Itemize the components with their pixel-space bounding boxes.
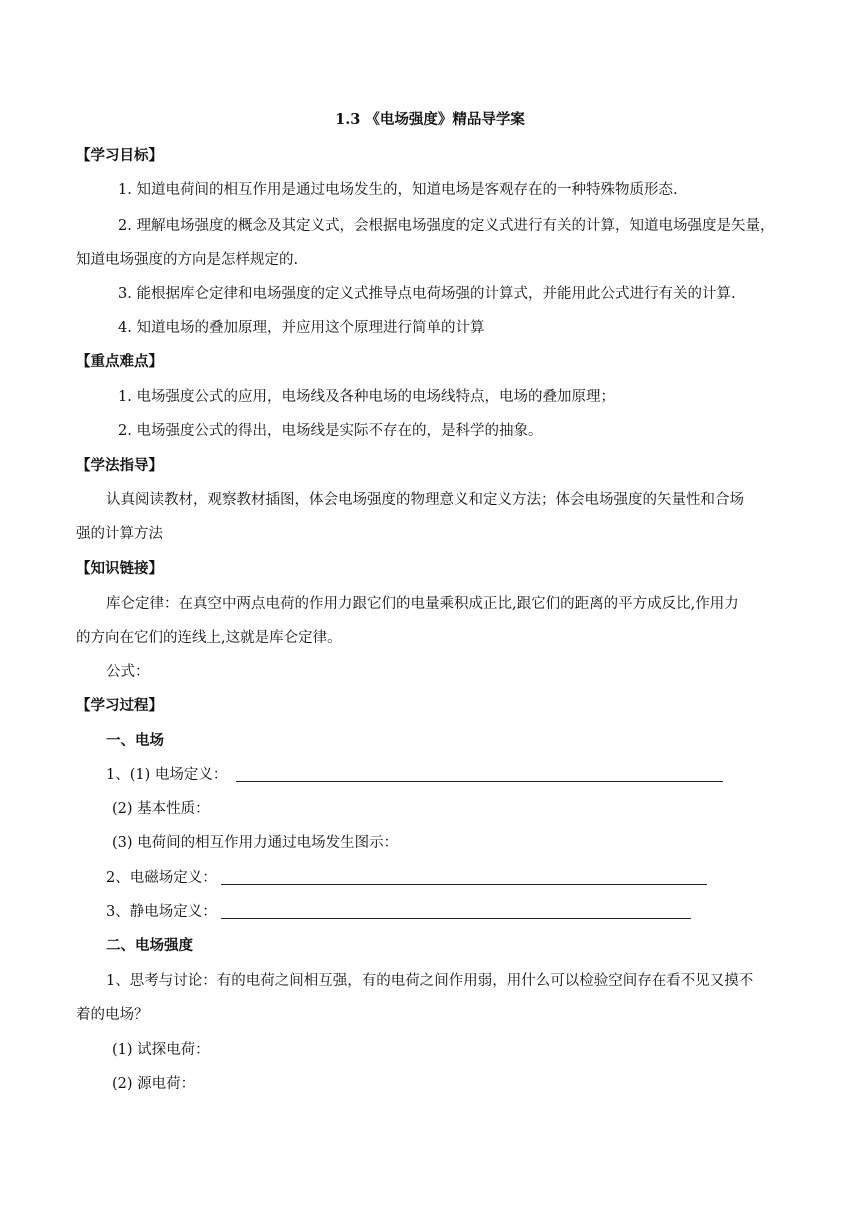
part2-title: 二、电场强度: [106, 937, 193, 954]
part1-item-3: (3) 电荷间的相互作用力通过电场发生图示：: [112, 835, 399, 851]
link-line-2: 的方向在它们的连线上,这就是库仑定律。: [76, 630, 342, 646]
section-heading-process: 【学习过程】: [76, 697, 163, 714]
key-item-2: 2. 电场强度公式的得出，电场线是实际不存在的，是科学的抽象。: [118, 423, 543, 439]
section-heading-method: 【学法指导】: [76, 457, 163, 474]
part2-item-2: (1) 试探电荷：: [112, 1042, 210, 1058]
section-heading-link: 【知识链接】: [76, 560, 163, 577]
section-heading-goals: 【学习目标】: [76, 147, 163, 164]
part1-item-1: 1、(1) 电场定义：: [106, 767, 228, 783]
part1-item-2: (2) 基本性质：: [112, 801, 210, 817]
link-formula: 公式：: [106, 664, 150, 680]
fill-blank-em-field: [221, 884, 707, 885]
goal-item-4: 4. 知道电场的叠加原理，并应用这个原理进行简单的计算: [118, 320, 485, 336]
method-line-2: 强的计算方法: [76, 526, 163, 542]
part2-item-1: 1、思考与讨论：有的电荷之间相互强，有的电荷之间作用弱，用什么可以检验空间存在看不见又摸不: [106, 973, 754, 989]
section-heading-key: 【重点难点】: [76, 353, 163, 370]
document-title: 1.3 《电场强度》精品导学案: [335, 111, 525, 128]
method-line-1: 认真阅读教材，观察教材插图，体会电场强度的物理意义和定义方法；体会电场强度的矢量性和合场: [106, 492, 744, 508]
fill-blank-field-definition: [236, 781, 723, 782]
fill-blank-electrostatic-field: [221, 918, 691, 919]
key-item-1: 1. 电场强度公式的应用，电场线及各种电场的电场线特点，电场的叠加原理；: [118, 389, 615, 405]
goal-item-1: 1. 知道电荷间的相互作用是通过电场发生的，知道电场是客观存在的一种特殊物质形态.: [118, 182, 678, 198]
goal-item-3: 3. 能根据库仑定律和电场强度的定义式推导点电荷场强的计算式，并能用此公式进行有关的计算.: [118, 286, 736, 302]
part2-item-3: (2) 源电荷：: [112, 1076, 196, 1092]
part1-item-5: 3、静电场定义：: [106, 904, 217, 920]
part2-item-1-cont: 着的电场？: [76, 1007, 149, 1023]
goal-item-2-cont: 知道电场强度的方向是怎样规定的.: [76, 252, 299, 268]
part1-item-4: 2、电磁场定义：: [106, 870, 217, 886]
link-line-1: 库仑定律：在真空中两点电荷的作用力跟它们的电量乘积成正比,跟它们的距离的平方成反比,作用力: [106, 596, 739, 612]
part1-title: 一、电场: [106, 732, 164, 749]
goal-item-2: 2. 理解电场强度的概念及其定义式，会根据电场强度的定义式进行有关的计算，知道电场强度是矢量，: [118, 218, 775, 234]
